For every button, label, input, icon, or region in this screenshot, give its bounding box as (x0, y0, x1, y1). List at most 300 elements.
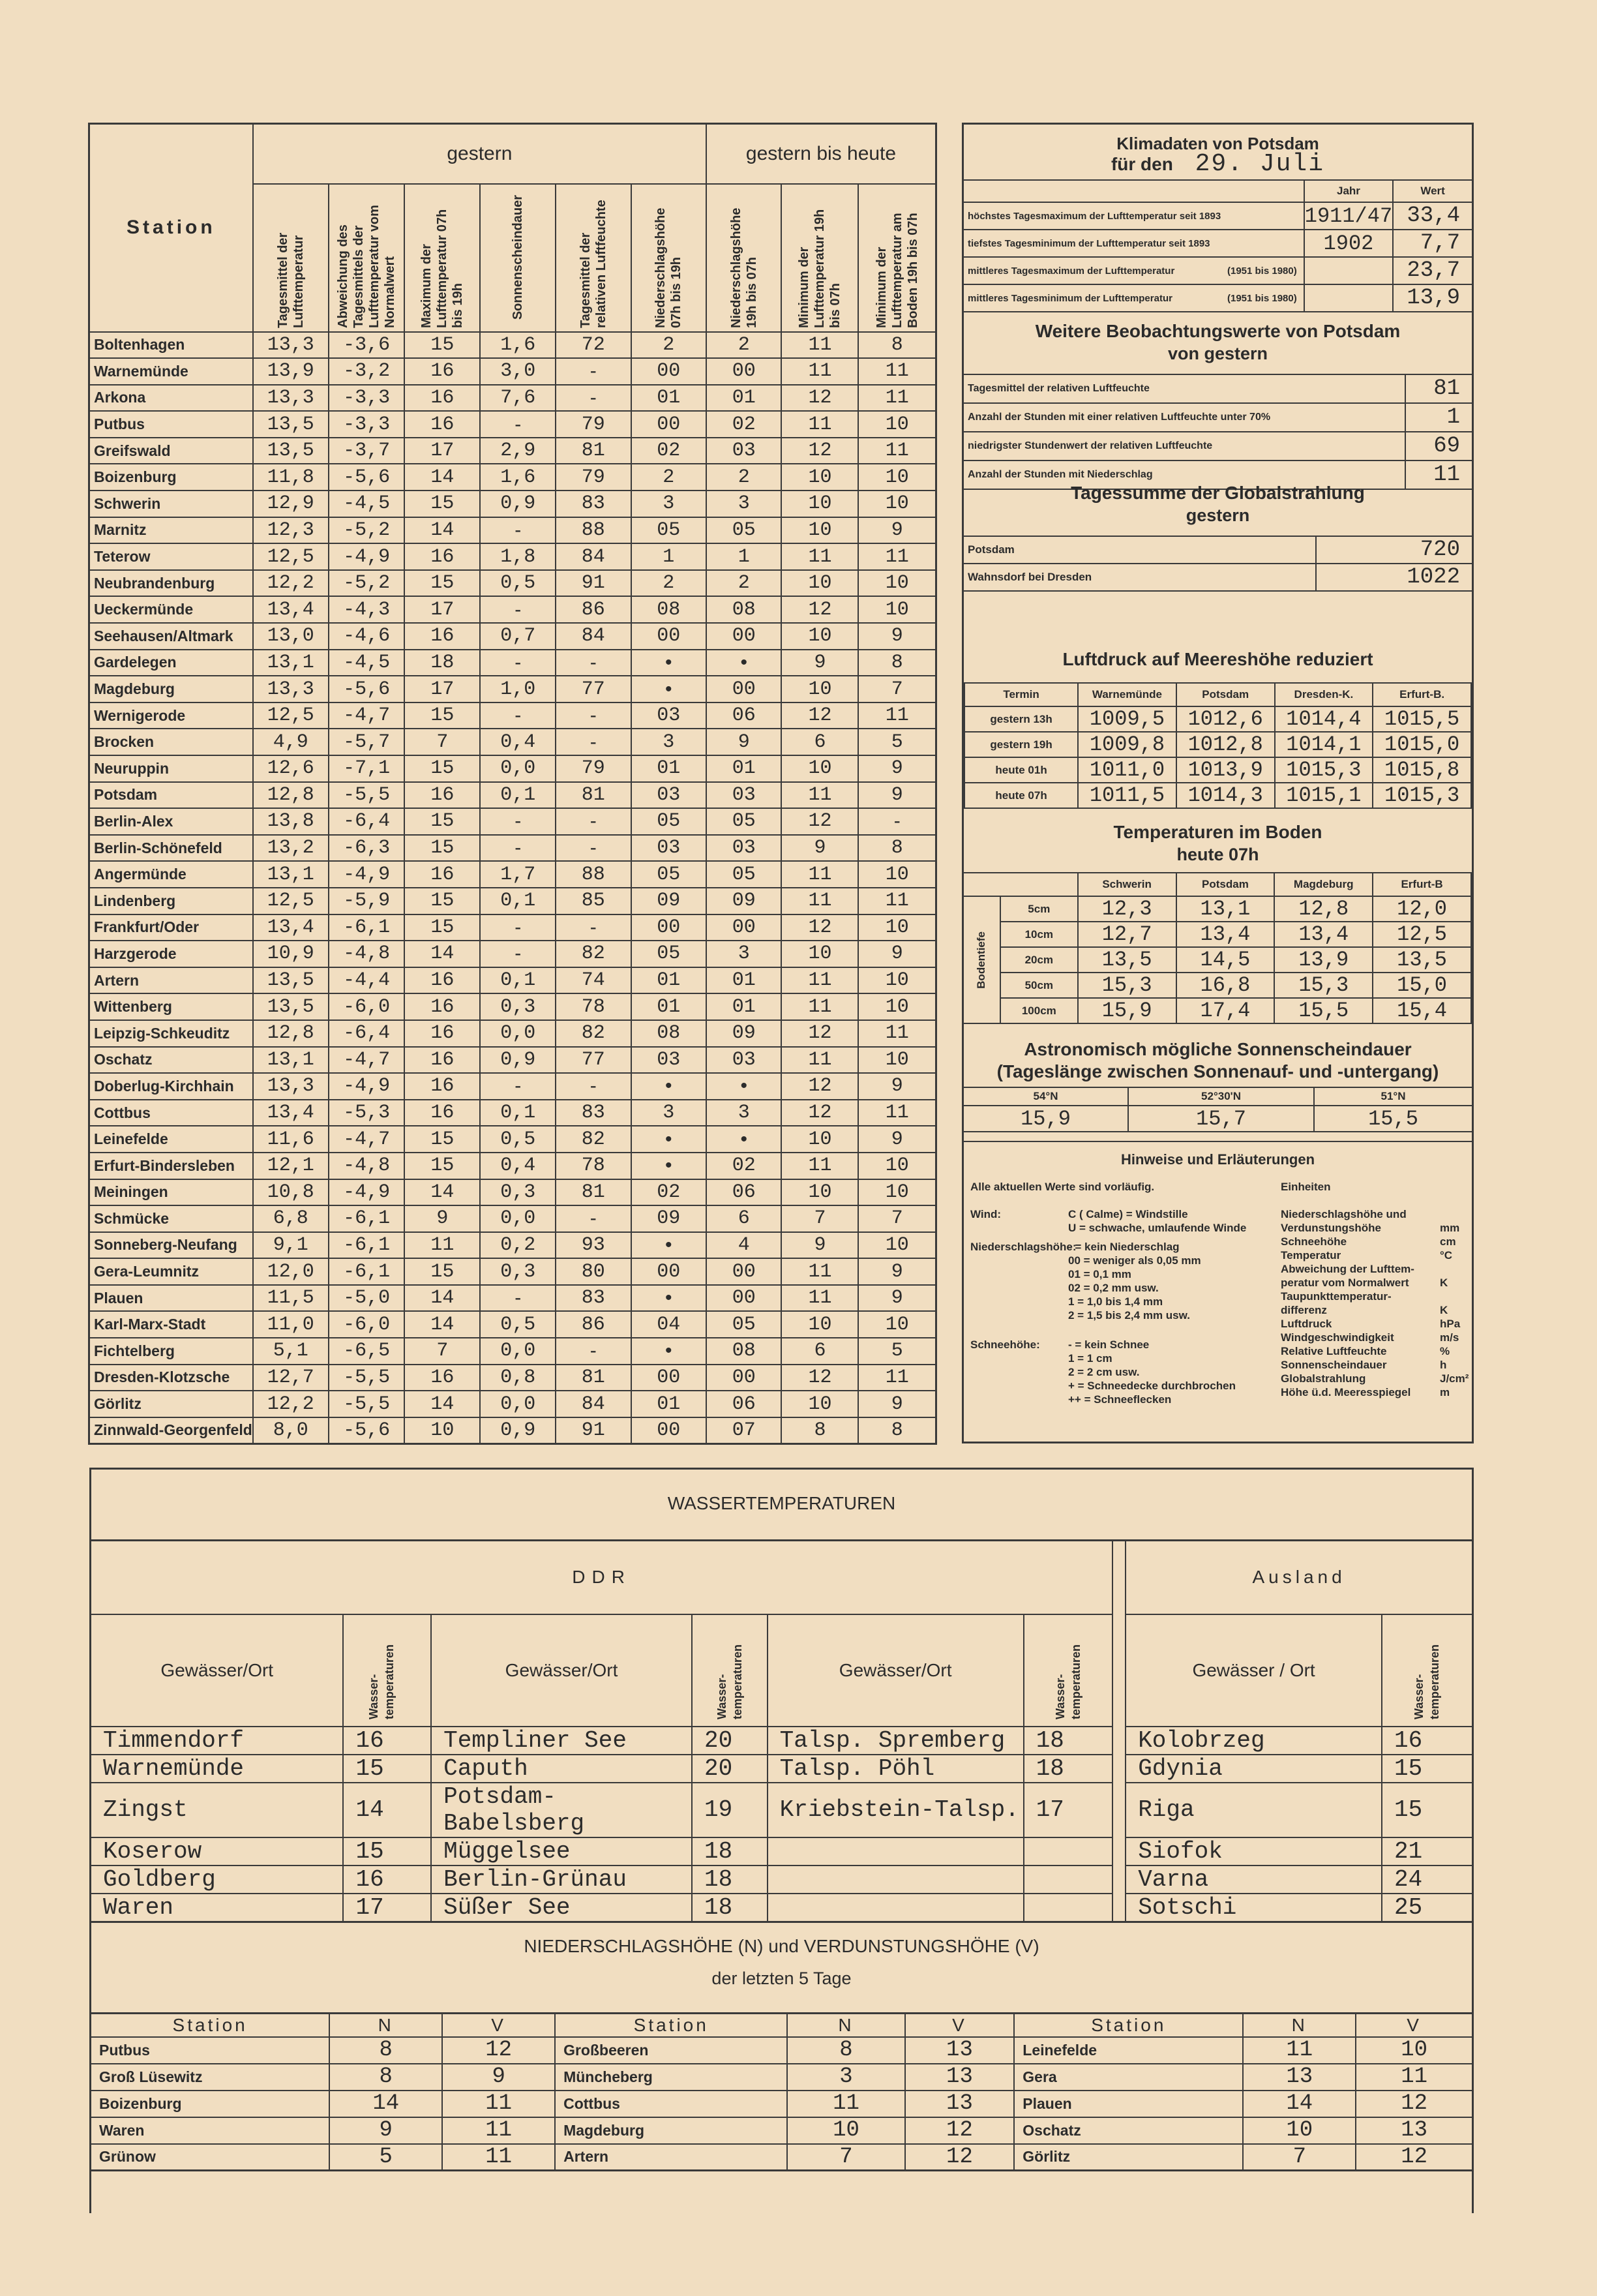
station-value: 0,0 (480, 1205, 556, 1232)
station-value: 08 (631, 596, 706, 623)
klima-wert: 13,9 (1393, 284, 1472, 312)
station-value: 00 (631, 1258, 706, 1285)
klima-label-text: mittleres Tagesmaximum der Lufttemperatur (968, 265, 1175, 277)
station-value: 12,9 (253, 491, 329, 517)
station-value: 00 (631, 623, 706, 650)
station-row (89, 941, 936, 967)
station-row (89, 1285, 936, 1312)
station-value: 9 (858, 1126, 936, 1153)
nv-row (91, 2144, 1473, 2171)
station-value: 01 (631, 385, 706, 412)
luftdruck-value: 1011,5 (1078, 783, 1176, 808)
station-row (89, 358, 936, 385)
station-value: -6,1 (329, 914, 405, 941)
station-value: • (631, 1126, 706, 1153)
station-value: 12,0 (253, 1258, 329, 1285)
weitere-row (964, 403, 1472, 432)
station-value: 0,1 (480, 1100, 556, 1126)
station-value: 0,8 (480, 1365, 556, 1391)
station-value: -5,9 (329, 888, 405, 914)
station-value: -3,2 (329, 358, 405, 385)
klima-table (964, 179, 1472, 312)
station-value: 11 (781, 1047, 858, 1074)
station-table-wrapper (88, 123, 937, 1445)
station-value: -3,3 (329, 411, 405, 438)
unit-label: Abweichung der Lufttem- (1281, 1263, 1414, 1275)
station-value: 11 (404, 1232, 480, 1259)
station-value: -5,0 (329, 1285, 405, 1312)
wasser-temp: 15 (343, 1837, 419, 1865)
wasser-temp-ausland: 21 (1382, 1837, 1473, 1865)
station-value: 11 (858, 888, 936, 914)
station-value: -4,7 (329, 1126, 405, 1153)
boden-side-label (964, 896, 1000, 1023)
station-value: 16 (404, 967, 480, 994)
klima-col-jahr: Jahr (1304, 180, 1393, 202)
unit-label: Temperatur (1281, 1249, 1341, 1261)
station-value: 3 (631, 491, 706, 517)
station-row (89, 596, 936, 623)
station-value: 1,6 (480, 332, 556, 359)
wasser-ort: Goldberg (91, 1865, 344, 1894)
luftdruck-value: 1014,1 (1275, 732, 1373, 757)
station-value: 9 (858, 623, 936, 650)
station-value: 8 (858, 835, 936, 862)
station-value: 15 (404, 491, 480, 517)
station-value: - (480, 835, 556, 862)
station-value: 15 (404, 835, 480, 862)
station-value: 16 (404, 411, 480, 438)
station-value: -4,6 (329, 623, 405, 650)
sonne-subtitle: (Tageslänge zwischen Sonnenauf- und -untergang) (996, 1061, 1439, 1081)
station-value: 2 (631, 332, 706, 359)
nv-v: 12 (1356, 2091, 1472, 2117)
wasser-temp-ausland: 25 (1382, 1894, 1473, 1922)
luftdruck-value: 1009,5 (1078, 706, 1176, 732)
sonne-section (964, 1035, 1472, 1132)
station-row (89, 623, 936, 650)
station-name: Karl-Marx-Stadt (89, 1311, 253, 1338)
station-value: - (480, 411, 556, 438)
global-title: Tagessumme der Globalstrahlung (1071, 483, 1365, 503)
station-value: 11 (858, 438, 936, 464)
station-value: 11 (781, 411, 858, 438)
station-value: 11 (781, 543, 858, 570)
station-value: 82 (556, 941, 631, 967)
hint-line: U = schwache, umlaufende Winde (1068, 1222, 1247, 1234)
station-value: 06 (706, 702, 781, 729)
wasser-col-ort-label: Gewässer/Ort (505, 1659, 618, 1680)
luftdruck-row (964, 783, 1471, 808)
weitere-subtitle: von gestern (1167, 344, 1268, 363)
wasser-col-ort-label: Gewässer/Ort (160, 1659, 274, 1680)
station-value: 00 (706, 914, 781, 941)
column-header (480, 184, 556, 332)
station-value: 91 (556, 570, 631, 597)
station-value: 10 (858, 491, 936, 517)
station-value: 13,3 (253, 676, 329, 702)
nv-station: Großbeeren (555, 2037, 787, 2064)
station-value: 05 (631, 808, 706, 835)
wasser-spacer (1112, 1865, 1126, 1894)
group-header-gestern: gestern (253, 124, 706, 184)
wasser-col-temp (1024, 1614, 1113, 1727)
station-value: -5,6 (329, 1417, 405, 1444)
column-header (253, 184, 329, 332)
station-value: 11 (781, 1258, 858, 1285)
station-value: 06 (706, 1391, 781, 1417)
boden-value: 15,9 (1078, 998, 1176, 1023)
station-value: • (706, 1073, 781, 1100)
station-value: 09 (706, 1020, 781, 1047)
unit-symbol: m/s (1440, 1331, 1459, 1344)
hint-line: C ( Calme) = Windstille (1068, 1208, 1188, 1220)
station-value: -4,9 (329, 1179, 405, 1206)
station-value: -4,7 (329, 702, 405, 729)
unit-label: Luftdruck (1281, 1318, 1332, 1330)
station-name: Wittenberg (89, 993, 253, 1020)
station-value: 01 (706, 993, 781, 1020)
klima-period: (1951 bis 1980) (1227, 265, 1297, 277)
station-value: -5,5 (329, 1365, 405, 1391)
boden-depth: 10cm (1000, 922, 1078, 947)
station-value: 15 (404, 808, 480, 835)
station-value: -5,2 (329, 570, 405, 597)
station-value: 80 (556, 1258, 631, 1285)
station-value: 6 (781, 729, 858, 755)
station-value: 1,0 (480, 676, 556, 702)
station-value: 9 (858, 782, 936, 809)
weitere-wert: 69 (1405, 432, 1472, 461)
station-value: 7 (858, 1205, 936, 1232)
station-value: 11 (781, 1285, 858, 1312)
station-value: 03 (706, 835, 781, 862)
station-value: 05 (706, 861, 781, 888)
station-value: 9 (858, 1285, 936, 1312)
luftdruck-termin: gestern 13h (964, 706, 1078, 732)
hinweise-title: Hinweise und Erläuterungen (1120, 1151, 1315, 1168)
station-name: Fichtelberg (89, 1338, 253, 1365)
station-value: 10 (781, 676, 858, 702)
station-value: 16 (404, 543, 480, 570)
luftdruck-termin: heute 07h (964, 783, 1078, 808)
luftdruck-title: Luftdruck auf Meereshöhe reduziert (1062, 649, 1373, 669)
station-value: 0,0 (480, 755, 556, 782)
wasser-col-temp-label: Wasser-temperaturen (715, 1644, 744, 1719)
station-row (89, 1258, 936, 1285)
luftdruck-row (964, 706, 1471, 732)
station-value: 05 (706, 517, 781, 544)
wasser-row (91, 1783, 1473, 1837)
boden-header: Magdeburg (1274, 873, 1373, 896)
station-value: 01 (631, 967, 706, 994)
station-name: Leipzig-Schkeuditz (89, 1020, 253, 1047)
luftdruck-value: 1014,4 (1275, 706, 1373, 732)
klima-date: 29. Juli (1195, 150, 1325, 178)
station-value: 0,1 (480, 888, 556, 914)
nv-n: 8 (787, 2037, 904, 2064)
station-value: 0,0 (480, 1391, 556, 1417)
unit-row (1281, 1331, 1463, 1344)
station-value: -5,6 (329, 676, 405, 702)
station-value: 3 (706, 491, 781, 517)
station-value: 02 (706, 1153, 781, 1179)
station-value: 4 (706, 1232, 781, 1259)
station-value: 0,4 (480, 729, 556, 755)
hinweise-section (964, 1141, 1472, 1442)
luftdruck-header: Erfurt-B. (1373, 683, 1471, 706)
station-value: 00 (631, 1417, 706, 1444)
nv-col-n: N (787, 2014, 904, 2037)
wasser-temp-ausland: 24 (1382, 1865, 1473, 1894)
unit-row (1281, 1344, 1463, 1358)
wasser-col-temp (343, 1614, 419, 1727)
wasser-spacer (1112, 1755, 1126, 1783)
station-value: - (556, 808, 631, 835)
nv-station: Waren (91, 2117, 330, 2144)
unit-row (1281, 1290, 1463, 1303)
station-value: -4,5 (329, 650, 405, 676)
station-value: -3,7 (329, 438, 405, 464)
station-value: 14 (404, 941, 480, 967)
station-value: -4,9 (329, 1073, 405, 1100)
station-value: 11 (858, 543, 936, 570)
boden-value: 17,4 (1176, 998, 1275, 1023)
wasser-ort: Müggelsee (431, 1837, 692, 1865)
wasser-temp: 18 (692, 1894, 768, 1922)
wasser-col-temp-label: Wasser-temperaturen (366, 1644, 396, 1719)
station-value: 83 (556, 1100, 631, 1126)
station-value: 6 (706, 1205, 781, 1232)
unit-label: Globalstrahlung (1281, 1372, 1366, 1385)
luftdruck-header: Warnemünde (1078, 683, 1176, 706)
station-value: -4,8 (329, 1153, 405, 1179)
wasser-col-temp-label: Wasser-temperaturen (1053, 1644, 1082, 1719)
ausland-header: Ausland (1126, 1541, 1472, 1614)
luftdruck-value: 1015,3 (1373, 783, 1471, 808)
boden-value: 12,5 (1373, 922, 1471, 947)
klima-label (964, 257, 1304, 284)
station-value: 88 (556, 517, 631, 544)
station-value: -4,5 (329, 491, 405, 517)
station-value: 13,1 (253, 1047, 329, 1074)
boden-corner (964, 873, 1078, 896)
station-value: 14 (404, 1391, 480, 1417)
station-value: 00 (631, 358, 706, 385)
station-value: 5 (858, 729, 936, 755)
station-value: 9 (858, 941, 936, 967)
wasser-ort: Koserow (91, 1837, 344, 1865)
wasser-spacer (1112, 1614, 1126, 1727)
boden-row (964, 947, 1471, 973)
station-value: 11,6 (253, 1126, 329, 1153)
station-value: -4,4 (329, 967, 405, 994)
wasser-col-ort-label: Gewässer/Ort (839, 1659, 952, 1680)
station-value: 77 (556, 676, 631, 702)
nv-title: NIEDERSCHLAGSHÖHE (N) und VERDUNSTUNGSHÖHE (V) (524, 1936, 1039, 1956)
station-value: 13,5 (253, 967, 329, 994)
nv-station: Groß Lüsewitz (91, 2064, 330, 2091)
weitere-section (964, 314, 1472, 490)
hint-line: 02 = 0,2 mm usw. (1068, 1282, 1159, 1294)
station-value: 00 (631, 914, 706, 941)
hint-line: 00 = weniger als 0,05 mm (1068, 1254, 1201, 1267)
station-value: 0,9 (480, 1047, 556, 1074)
column-header-label: Tagesmittel der Lufttemperatur (275, 232, 306, 328)
station-value: 17 (404, 438, 480, 464)
station-value: 11 (781, 888, 858, 914)
station-value: 83 (556, 1285, 631, 1312)
nv-n: 8 (329, 2064, 442, 2091)
nv-n: 10 (787, 2117, 904, 2144)
boden-value: 14,5 (1176, 947, 1275, 973)
station-value: 11 (858, 1365, 936, 1391)
station-value: 17 (404, 676, 480, 702)
station-value: - (556, 1205, 631, 1232)
station-value: 81 (556, 438, 631, 464)
station-value: 15 (404, 755, 480, 782)
klima-wert: 7,7 (1393, 230, 1472, 257)
nv-n: 8 (329, 2037, 442, 2064)
station-value: 12,2 (253, 1391, 329, 1417)
station-value: 10 (781, 464, 858, 491)
station-value: 02 (631, 1179, 706, 1206)
nv-station: Leinefelde (1014, 2037, 1243, 2064)
station-value: 11 (781, 332, 858, 359)
station-value: 16 (404, 1100, 480, 1126)
station-name: Frankfurt/Oder (89, 914, 253, 941)
station-value: 2 (631, 464, 706, 491)
station-row (89, 1232, 936, 1259)
hint-line: - = kein Schnee (1068, 1338, 1150, 1351)
station-value: 12,2 (253, 570, 329, 597)
station-value: -6,1 (329, 1258, 405, 1285)
station-name: Dresden-Klotzsche (89, 1365, 253, 1391)
station-value: - (556, 358, 631, 385)
station-value: 12 (781, 1365, 858, 1391)
weitere-wert: 1 (1405, 403, 1472, 432)
station-row (89, 1073, 936, 1100)
boden-value: 13,4 (1176, 922, 1275, 947)
nv-section (89, 2012, 1474, 2171)
wasser-spacer (419, 1614, 431, 1727)
station-value: 8 (781, 1417, 858, 1444)
station-value: 2,9 (480, 438, 556, 464)
unit-symbol: h (1440, 1359, 1447, 1371)
luftdruck-value: 1015,0 (1373, 732, 1471, 757)
station-value: 13,1 (253, 861, 329, 888)
wasser-row (91, 1837, 1473, 1865)
boden-value: 12,3 (1078, 896, 1176, 922)
station-value: -5,5 (329, 1391, 405, 1417)
station-name: Wernigerode (89, 702, 253, 729)
klima-jahr: 1902 (1304, 230, 1393, 257)
luftdruck-row (964, 732, 1471, 757)
column-header (858, 184, 936, 332)
unit-row (1281, 1276, 1463, 1290)
station-value: -4,3 (329, 596, 405, 623)
station-value: 00 (706, 623, 781, 650)
station-value: 0,4 (480, 1153, 556, 1179)
wasser-spacer (1112, 1837, 1126, 1865)
station-name: Teterow (89, 543, 253, 570)
nv-v: 12 (905, 2144, 1015, 2171)
station-value: 12,3 (253, 517, 329, 544)
wasser-col-ort (431, 1614, 692, 1727)
station-value: 11 (781, 1153, 858, 1179)
station-value: 05 (631, 941, 706, 967)
boden-header: Erfurt-B (1373, 873, 1471, 896)
station-value: 10 (858, 1153, 936, 1179)
sonne-title: Astronomisch mögliche Sonnenscheindauer (1024, 1039, 1412, 1059)
station-value: 7 (858, 676, 936, 702)
station-value: 02 (706, 411, 781, 438)
station-value: 9 (858, 1073, 936, 1100)
station-value: 0,2 (480, 1232, 556, 1259)
nv-header-block (89, 1905, 1474, 2012)
station-row (89, 1365, 936, 1391)
station-value: 10 (858, 1047, 936, 1074)
nv-station: Grünow (91, 2144, 330, 2171)
nv-n: 11 (787, 2091, 904, 2117)
station-row (89, 702, 936, 729)
boden-value: 13,9 (1274, 947, 1373, 973)
station-value: - (556, 914, 631, 941)
luftdruck-termin: heute 01h (964, 757, 1078, 783)
station-value: 13,3 (253, 1073, 329, 1100)
sonne-value: 15,9 (964, 1106, 1128, 1132)
station-value: 9 (781, 1232, 858, 1259)
nv-n: 5 (329, 2144, 442, 2171)
nv-v: 13 (905, 2064, 1015, 2091)
station-name: Schwerin (89, 491, 253, 517)
station-value: -3,3 (329, 385, 405, 412)
nv-v: 11 (1356, 2064, 1472, 2091)
station-value: 0,7 (480, 623, 556, 650)
station-name: Leinefelde (89, 1126, 253, 1153)
column-header (631, 184, 706, 332)
nv-col-n: N (329, 2014, 442, 2037)
klima-jahr: 1911/47 (1304, 202, 1393, 230)
luftdruck-value: 1012,8 (1176, 732, 1275, 757)
nv-station: Gera (1014, 2064, 1243, 2091)
column-header (706, 184, 781, 332)
station-row (89, 650, 936, 676)
schnee-lines (1068, 1338, 1236, 1406)
nv-row (91, 2064, 1473, 2091)
units-list (1281, 1207, 1469, 1399)
station-value: 13,5 (253, 411, 329, 438)
station-value: 10 (404, 1417, 480, 1444)
unit-label: peratur vom Normalwert (1281, 1276, 1409, 1289)
station-value: 5 (858, 1338, 936, 1365)
station-value: -6,1 (329, 1205, 405, 1232)
nv-row (91, 2037, 1473, 2064)
station-name: Harzgerode (89, 941, 253, 967)
station-value: 13,4 (253, 914, 329, 941)
station-value: • (631, 1285, 706, 1312)
global-label: Wahnsdorf bei Dresden (964, 564, 1316, 591)
station-value: -6,4 (329, 1020, 405, 1047)
station-value: 18 (404, 650, 480, 676)
station-value: - (556, 1073, 631, 1100)
wasser-temp-ausland: 15 (1382, 1755, 1473, 1783)
station-value: -6,0 (329, 1311, 405, 1338)
klima-date-line: für den 29. Juli (1111, 150, 1325, 178)
station-value: 13,3 (253, 332, 329, 359)
station-name: Artern (89, 967, 253, 994)
station-value: 12 (781, 1100, 858, 1126)
